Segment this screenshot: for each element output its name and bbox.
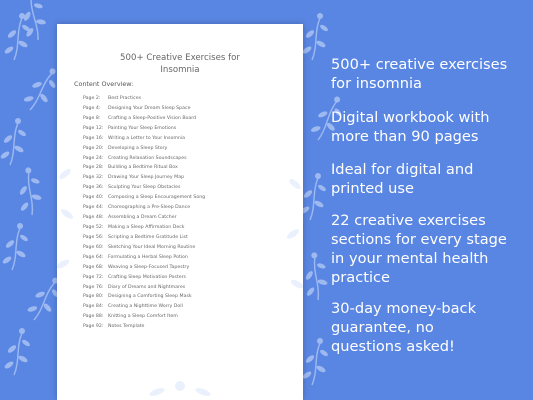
feature-digital-workbook: Digital workbook with more than 90 pages [331,109,490,145]
toc-title: Formulating a Herbal Sleep Potion [108,254,188,260]
document-title-line-2: Insomnia [160,65,200,75]
toc-title: Making a Sleep Affirmation Deck [108,224,185,230]
toc-page: Page 52: [83,224,104,230]
toc-item [83,94,205,104]
toc-title: Scripting a Bedtime Gratitude List [108,234,188,240]
toc-item [83,154,205,164]
toc-title: Writing a Letter to Your Insomnia [108,135,186,141]
toc-page: Page 64: [83,254,104,260]
toc-item [83,114,205,124]
toc-item [83,163,205,173]
toc-page: Page 68: [83,264,104,270]
toc-item [83,144,205,154]
toc-page: Page 92: [83,324,104,330]
left-ornament-column [0,0,65,375]
toc-item [83,223,205,233]
toc-item [83,302,205,312]
toc-title: Designing a Comforting Sleep Mask [108,294,192,300]
toc-item [83,134,205,144]
workbook-page-preview [57,24,303,400]
toc-page: Page 88: [83,314,104,320]
toc-page: Page 72: [83,274,104,280]
toc-item [83,292,205,302]
toc-title: Creating Relaxation Soundscapes [108,155,187,161]
toc-page: Page 44: [83,205,104,211]
toc-item [83,253,205,263]
toc-title: Knitting a Sleep Comfort Item [108,314,178,320]
toc-title: Composing a Sleep Encouragement Song [108,195,206,201]
toc-page: Page 4: [83,105,101,111]
toc-page: Page 24: [83,155,104,161]
toc-item [83,104,205,114]
toc-page: Page 36: [83,185,104,191]
toc-title: Crafting Sleep Motivation Posters [108,274,186,280]
toc-item [83,124,205,134]
toc-item [83,213,205,223]
toc-item [83,183,205,193]
toc-page: Page 28: [83,165,104,171]
toc-page: Page 32: [83,175,104,181]
feature-exercises-count: 500+ creative exercises for insomnia [331,56,508,92]
document-title-line-1: 500+ Creative Exercises for [120,53,240,63]
toc-item [83,173,205,183]
toc-page: Page 12: [83,125,104,131]
toc-item [83,193,205,203]
toc-title: Notes Template [108,324,145,330]
toc-item [83,203,205,213]
toc-page: Page 60: [83,244,104,250]
toc-page: Page 2: [83,96,101,101]
toc-page: Page 48: [83,215,104,221]
toc-title: Drawing Your Sleep Journey Map [108,175,185,181]
toc-page: Page 84: [83,304,104,310]
toc-item [83,243,205,253]
toc-page: Page 56: [83,234,104,240]
toc-title: Choreographing a Pre-Sleep Dance [108,205,191,211]
toc-page: Page 16: [83,135,104,141]
toc-title: Creating a Nighttime Worry Doll [108,304,183,310]
toc-page: Page 40: [83,195,104,201]
toc-title: Designing Your Dream Sleep Space [108,105,191,111]
toc-item [83,283,205,293]
toc-title: Sculpting Your Sleep Obstacles [108,185,181,191]
toc-title: Building a Bedtime Ritual Box [108,165,178,171]
content-overview-label: Content Overview: [74,80,134,88]
toc-page: Page 8: [83,115,101,121]
table-of-contents [83,94,205,332]
toc-page: Page 76: [83,284,104,290]
feature-exercise-sections: 22 creative exercises sections for every stage in your mental health practice [331,212,507,286]
toc-item [83,263,205,273]
toc-title: Painting Your Sleep Emotions [108,125,177,131]
toc-item [83,233,205,243]
toc-title: Sketching Your Ideal Morning Routine [108,244,196,250]
toc-title: Developing a Sleep Story [108,145,168,151]
toc-item [83,312,205,322]
toc-page: Page 80: [83,294,104,300]
toc-title: Diary of Dreams and Nightmares [108,284,186,290]
feature-digital-printed: Ideal for digital and printed use [331,161,474,197]
toc-page: Page 20: [83,145,104,151]
toc-title: Best Practices [108,96,142,101]
toc-title: Weaving a Sleep-Focused Tapestry [108,264,190,270]
toc-item [83,273,205,283]
toc-title: Crafting a Sleep-Positive Vision Board [108,115,197,121]
toc-item [83,322,205,332]
feature-money-back-guarantee: 30-day money-back guarantee, no questions asked! [331,300,477,355]
toc-title: Assembling a Dream Catcher [108,215,177,221]
